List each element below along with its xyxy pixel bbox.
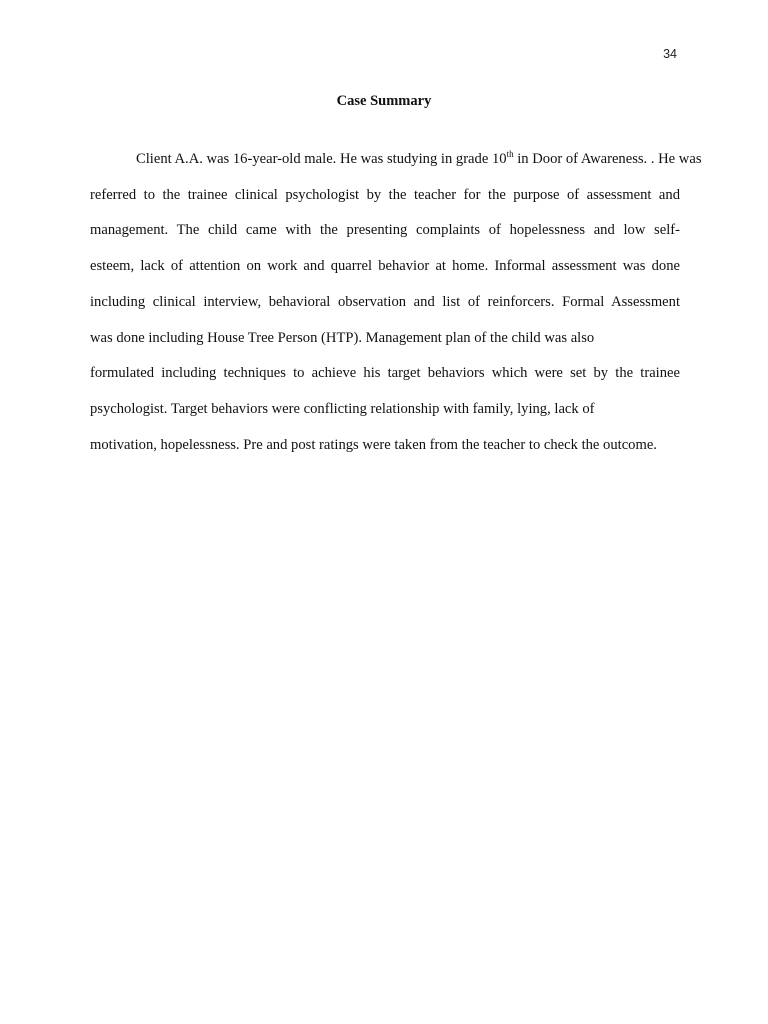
line-text: Client A.A. was 16-year-old male. He was studying in grade 10 — [136, 151, 507, 167]
paragraph-line: including clinical interview, behavioral observation and list of reinforcers. Formal Assessment — [90, 293, 680, 310]
line-text: in Door of Awareness. . He was — [513, 151, 702, 167]
ordinal-suffix: th — [506, 149, 514, 159]
paragraph-line: referred to the trainee clinical psychologist by the teacher for the purpose of assessment and — [90, 186, 680, 203]
paragraph-line — [90, 142, 702, 178]
paragraph-line: was done including House Tree Person (HTP). Management plan of the child was also — [90, 329, 595, 346]
case-summary-paragraph — [90, 142, 702, 463]
paragraph-line: esteem, lack of attention on work and quarrel behavior at home. Informal assessment was done — [90, 258, 680, 275]
paragraph-line: management. The child came with the presenting complaints of hopelessness and low self- — [90, 222, 680, 239]
paragraph-line: formulated including techniques to achieve his target behaviors which were set by the trainee — [90, 365, 680, 382]
paragraph-line: psychologist. Target behaviors were conflicting relationship with family, lying, lack of — [90, 400, 595, 417]
page-number: 34 — [663, 47, 677, 61]
page-title: Case Summary — [336, 93, 432, 109]
paragraph-line: motivation, hopelessness. Pre and post ratings were taken from the teacher to check the outcome. — [90, 436, 657, 453]
